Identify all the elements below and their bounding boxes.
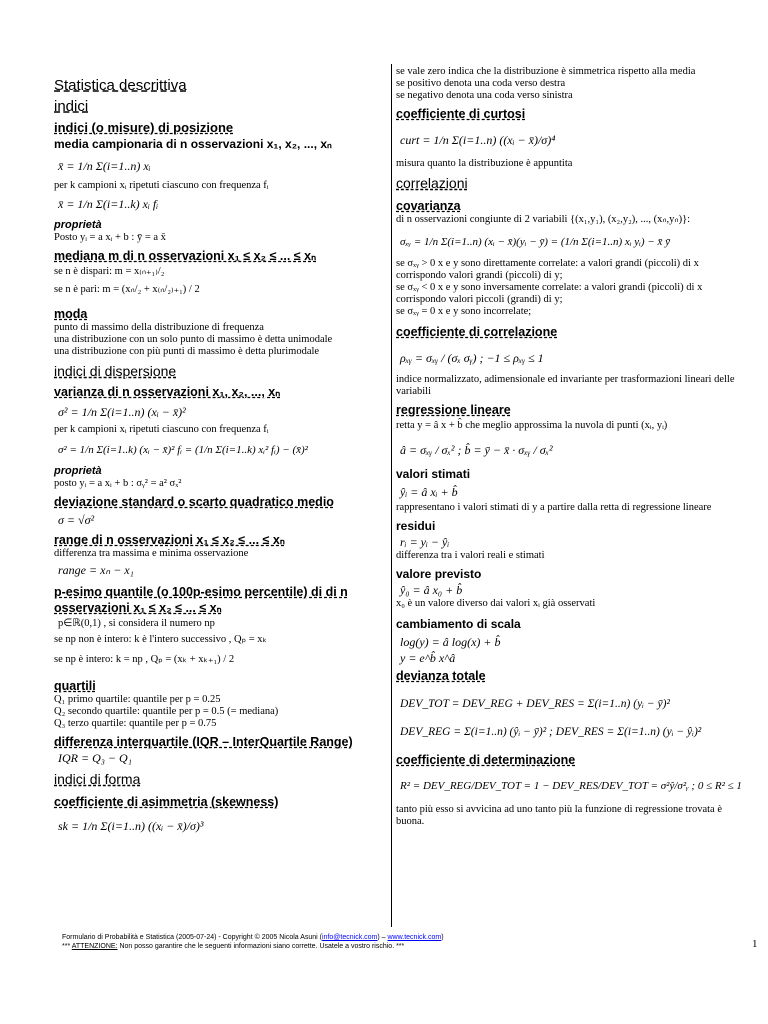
heading-mediana: mediana m di n osservazioni x₁ ≤ x₂ ≤ ... ≤ xₙ (54, 249, 317, 263)
text-cov-zero: se σₓᵧ = 0 x e y sono incorrelate; (396, 306, 532, 317)
heading-indici: indici (54, 98, 89, 115)
heading-moda: moda (54, 307, 88, 321)
heading-varianza: varianza di n osservazioni x₁, x₂, ..., xₙ (54, 385, 281, 399)
text-q3: Q₃ terzo quartile: quantile per p = 0.75 (54, 718, 217, 729)
footer-close: ) (441, 934, 444, 941)
formula-range: range = xₙ − x₁ (58, 563, 134, 577)
label-proprieta: proprietà (54, 219, 102, 231)
heading-range: range di n osservazioni x₁ ≤ x₂ ≤ ... ≤ xₙ (54, 533, 285, 547)
formula-devianza-2: DEV_REG = Σ(i=1..n) (ŷᵢ − ȳ)² ; DEV_RES = Σ(i=1..n) (yᵢ − ŷᵢ)² (400, 726, 702, 738)
heading-correlazioni: correlazioni (396, 175, 468, 191)
footer-sep: ) – (377, 934, 388, 941)
text-range: differenza tra massima e minima osservazione (54, 548, 249, 559)
label-proprieta-2: proprietà (54, 465, 102, 477)
text-skew-2: se positivo denota una coda verso destra (396, 78, 566, 89)
text-skew-1: se vale zero indica che la distribuzione è simmetrica rispetto alla media (396, 66, 696, 77)
page-number: 1 (752, 938, 758, 950)
text-cov-negativa: se σₓᵧ < 0 x e y sono inversamente correlate: a valori grandi (piccoli) di x corrispondo valori piccoli (grandi) di y; (396, 282, 703, 305)
formula-correlazione: ρₓᵧ = σₓᵧ / (σₓ σᵧ) ; −1 ≤ ρₓᵧ ≤ 1 (400, 351, 544, 365)
formula-scala-1: log(y) = â log(x) + b̂ (400, 635, 501, 649)
heading-quantile: p-esimo quantile (o 100p-esimo percentile) di di n osservazioni x₁ ≤ x₂ ≤ ... ≤ xₙ (54, 585, 348, 615)
formula-residui: rᵢ = yᵢ − ŷᵢ (400, 535, 450, 549)
text-regressione: retta y = â x + b̂ che meglio approssima la nuvola di punti (xᵢ, yᵢ) (396, 420, 668, 431)
heading-iqr: differenza interquartile (IQR – InterQuartile Range) (54, 735, 353, 749)
text-varianza-prop: posto yᵢ = a xᵢ + b : σᵧ² = a² σₓ² (54, 478, 182, 489)
heading-posizione: indici (o misure) di posizione (54, 120, 234, 135)
text-stimati: rappresentano i valori stimati di y a partire dalla retta di regressione lineare (396, 502, 712, 513)
column-divider (391, 64, 392, 927)
formula-deviazione: σ = √σ² (58, 513, 95, 527)
website-link[interactable]: www.tecnick.com (387, 934, 442, 941)
section-title: Statistica descrittiva (54, 77, 187, 94)
heading-quartili: quartili (54, 679, 96, 693)
text-moda-1: punto di massimo della distribuzione di frequenza (54, 322, 264, 333)
heading-devianza: devianza totale (396, 669, 486, 683)
text-correlazione: indice normalizzato, adimensionale ed invariante per trasformazioni lineari delle variabili (396, 374, 735, 397)
heading-media: media campionaria di n osservazioni x₁, x₂, ..., xₙ (54, 137, 332, 151)
formula-stimati: ŷᵢ = â xᵢ + b̂ (400, 485, 458, 499)
heading-stimati: valori stimati (396, 467, 471, 481)
formula-skewness: sk = 1/n Σ(i=1..n) ((xᵢ − x̄)/σ)³ (58, 819, 204, 833)
formula-curtosi: curt = 1/n Σ(i=1..n) ((xᵢ − x̄)/σ)⁴ (400, 133, 556, 147)
heading-deviazione: deviazione standard o scarto quadratico medio (54, 495, 334, 509)
heading-curtosi: coefficiente di curtosi (396, 107, 526, 121)
footer (62, 933, 444, 951)
email-link[interactable]: info@tecnick.com (322, 934, 378, 941)
text-covarianza: di n osservazioni congiunte di 2 variabili {(x₁,y₁), (x₂,y₂), ..., (xₙ,yₙ)}: (396, 214, 691, 225)
formula-devianza-1: DEV_TOT = DEV_REG + DEV_RES = Σ(i=1..n) (yᵢ − ȳ)² (400, 698, 670, 710)
footer-line-2 (62, 942, 444, 951)
text-mediana-pari: se n è pari: m = (xₙ/₂ + x₍ₙ/₂₎₊₁) / 2 (54, 284, 200, 295)
footer-disclaimer: Non posso garantire che le seguenti informazioni siano corrette. Usatele a vostro rischio. *** (117, 943, 405, 950)
heading-forma: indici di forma (54, 771, 141, 787)
text-cov-positiva: se σₓᵧ > 0 x e y sono direttamente correlate: a valori grandi (piccoli) di x corrispondo valori grandi (piccoli) di y; (396, 258, 699, 281)
text-media-freq: per k campioni xᵢ ripetuti ciascuno con frequenza fᵢ (54, 180, 269, 191)
text-q2: Q₂ secondo quartile: quantile per p = 0.5 (= mediana) (54, 706, 279, 717)
right-column (396, 66, 742, 828)
formula-previsto: ŷ₀ = â x₀ + b̂ (400, 583, 463, 597)
heading-covarianza: covarianza (396, 199, 461, 213)
footer-prefix: *** (62, 943, 72, 950)
heading-regressione: regressione lineare (396, 403, 511, 417)
footer-line-1 (62, 933, 444, 942)
text-curtosi: misura quanto la distribuzione è appuntita (396, 158, 573, 169)
formula-varianza-freq: σ² = 1/n Σ(i=1..k) (xᵢ − x̄)² fᵢ = (1/n Σ(i=1..k) xᵢ² fᵢ) − (x̄)² (58, 444, 308, 456)
footer-copyright: Formulario di Probabilità e Statistica (2005-07-24) - Copyright © 2005 Nicola Asuni ( (62, 934, 323, 941)
formula-scala-2: y = e^b̂ x^â (400, 651, 456, 665)
text-mediana-dispari: se n è dispari: m = x₍ₙ₊₁₎/₂ (54, 266, 165, 277)
text-quantile-1: p∈ℝ(0,1) , si considera il numero np (58, 618, 215, 629)
text-moda-3: una distribuzione con più punti di massimo è detta plurimodale (54, 346, 320, 357)
text-varianza-freq: per k campioni xᵢ ripetuti ciascuno con frequenza fᵢ (54, 424, 269, 435)
text-moda-2: una distribuzione con un solo punto di massimo è detta unimodale (54, 334, 333, 345)
heading-skewness: coefficiente di asimmetria (skewness) (54, 795, 279, 809)
heading-determinazione: coefficiente di determinazione (396, 753, 576, 767)
text-quantile-3: se np è intero: k = np , Qₚ = (xₖ + xₖ₊₁) / 2 (54, 654, 235, 665)
text-q1: Q₁ primo quartile: quantile per p = 0.25 (54, 694, 221, 705)
formula-determinazione: R² = DEV_REG/DEV_TOT = 1 − DEV_RES/DEV_TOT = σ²ŷ/σ²ᵧ ; 0 ≤ R² ≤ 1 (400, 780, 742, 792)
text-residui: differenza tra i valori reali e stimati (396, 550, 545, 561)
text-determinazione: tanto più esso si avvicina ad uno tanto più la funzione di regressione trovata è buona. (396, 804, 722, 827)
footer-attenzione: ATTENZIONE: (71, 943, 118, 950)
text-quantile-2: se np non è intero: k è l'intero successivo , Qₚ = xₖ (54, 634, 268, 645)
text-previsto: x₀ è un valore diverso dai valori xᵢ già osservati (396, 598, 596, 609)
heading-scala: cambiamento di scala (396, 617, 521, 631)
formula-varianza: σ² = 1/n Σ(i=1..n) (xᵢ − x̄)² (58, 405, 186, 419)
formula-iqr: IQR = Q₃ − Q₁ (58, 751, 132, 765)
left-column (54, 66, 384, 834)
formula-media-freq: x̄ = 1/n Σ(i=1..k) xᵢ fᵢ (58, 197, 159, 211)
heading-dispersione: indici di dispersione (54, 363, 177, 379)
text-media-prop: Posto yᵢ = a xᵢ + b : ȳ = a x̄ (54, 232, 166, 243)
formula-regressione: â = σₓᵧ / σₓ² ; b̂ = ȳ − x̄ · σₓᵧ / σₓ² (400, 443, 553, 457)
heading-previsto: valore previsto (396, 567, 482, 581)
formula-covarianza: σₓᵧ = 1/n Σ(i=1..n) (xᵢ − x̄)(yᵢ − ȳ) = (1/n Σ(i=1..n) xᵢ yᵢ) − x̄ ȳ (400, 236, 670, 248)
text-skew-3: se negativo denota una coda verso sinistra (396, 90, 573, 101)
heading-correlazione: coefficiente di correlazione (396, 325, 558, 339)
heading-residui: residui (396, 519, 436, 533)
formula-media: x̄ = 1/n Σ(i=1..n) xᵢ (58, 159, 151, 173)
